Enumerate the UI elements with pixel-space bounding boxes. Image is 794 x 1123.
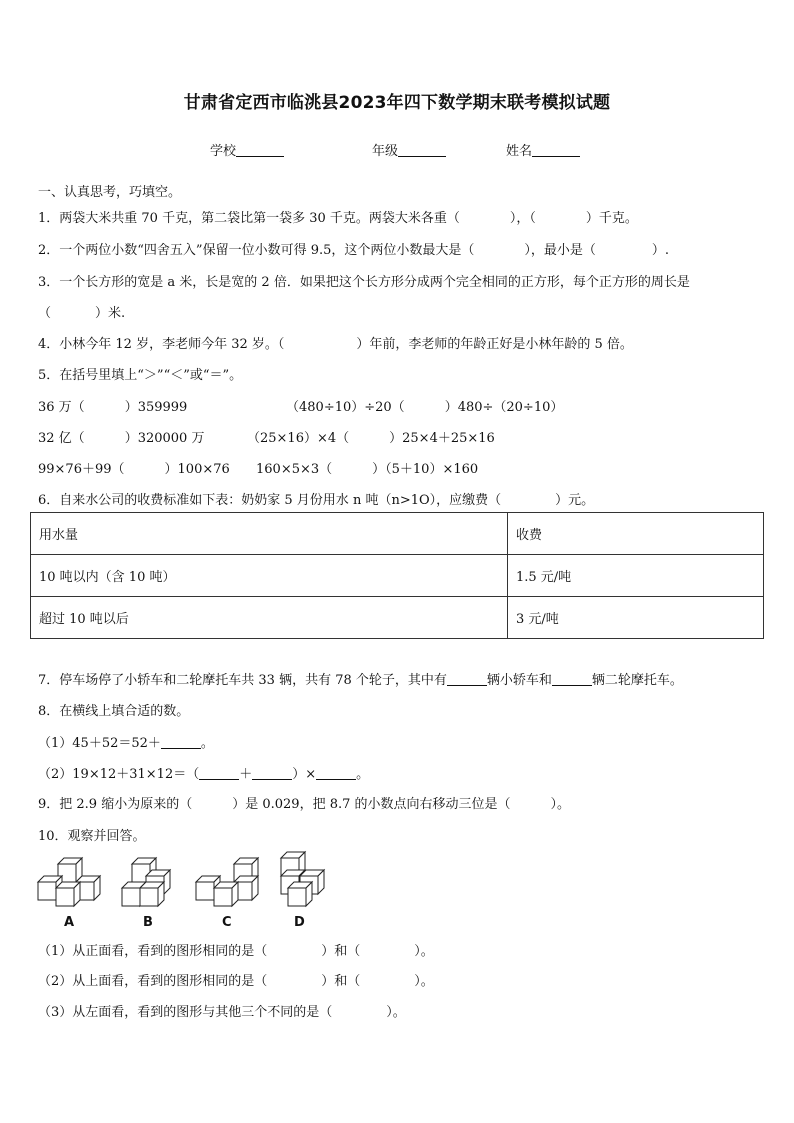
question-5: 5．在括号里填上“＞”“＜”或“＝”。 bbox=[38, 368, 243, 383]
q6-text-b: ）元。 bbox=[555, 493, 595, 508]
q5-r1r-b: ）480÷（20÷10） bbox=[444, 400, 564, 415]
q8-s1-text-b: 。 bbox=[200, 736, 214, 751]
q10-s2-text-c: ）。 bbox=[414, 974, 434, 989]
q3-text-b: ）米. bbox=[95, 306, 126, 321]
q10-sub-1 bbox=[38, 940, 434, 959]
q10-s2-text-b: ）和（ bbox=[321, 974, 361, 989]
q10-s3-text-a: （3）从左面看，看到的图形与其他三个不同的是（ bbox=[38, 1005, 333, 1020]
q4-text-b: ）年前，李老师的年龄正好是小林年龄的 5 倍。 bbox=[356, 337, 633, 352]
q9-text-b: ）是 0.029，把 8.7 的小数点向右移动三位是（ bbox=[232, 797, 511, 812]
q10-s1-text-a: （1）从正面看，看到的图形相同的是（ bbox=[38, 944, 268, 959]
q5-r3l-b: ）100×76 bbox=[164, 462, 230, 477]
q3-text-a: （ bbox=[38, 306, 52, 321]
figure-label-b: B bbox=[143, 915, 153, 930]
table-cell: 3 元/吨 bbox=[508, 597, 764, 639]
q7-text-a: 7．停车场停了小轿车和二轮摩托车共 33 辆，共有 78 个轮子，其中有 bbox=[38, 673, 447, 688]
q5-r2l-a: 32 亿（ bbox=[38, 431, 85, 446]
q2-text-b: ），最小是（ bbox=[524, 243, 596, 258]
q5-r2r-b: ）25×4＋25×16 bbox=[389, 431, 495, 446]
q5-r1l-b: ）359999 bbox=[124, 400, 188, 415]
q5-r3r-a: 160×5×3（ bbox=[256, 462, 333, 477]
figure-d-cubes bbox=[281, 852, 324, 906]
table-cell: 用水量 bbox=[31, 513, 508, 555]
q7-text-b: 辆小轿车和 bbox=[486, 673, 552, 688]
q1-text-a: 1．两袋大米共重 70 千克，第二袋比第一袋多 30 千克。两袋大米各重（ bbox=[38, 211, 460, 226]
q5-r1r-a: （480÷10）÷20（ bbox=[286, 400, 405, 415]
name-label: 姓名 bbox=[506, 144, 533, 159]
q5-r1l-a: 36 万（ bbox=[38, 400, 85, 415]
table-cell: 1.5 元/吨 bbox=[508, 555, 764, 597]
q1-text-c: ）千克。 bbox=[585, 211, 638, 226]
table-cell: 10 吨以内（含 10 吨） bbox=[31, 555, 508, 597]
q2-text-a: 2．一个两位小数“四舍五入”保留一位小数可得 9.5，这个两位小数最大是（ bbox=[38, 243, 475, 258]
q8-s2-text-a: （2）19×12＋31×12＝（ bbox=[38, 767, 200, 782]
q10-s2-text-a: （2）从上面看，看到的图形相同的是（ bbox=[38, 974, 268, 989]
q8-s2-text-b: ＋ bbox=[239, 767, 253, 782]
figure-b-cubes bbox=[122, 858, 170, 906]
table-cell: 超过 10 吨以后 bbox=[31, 597, 508, 639]
q10-sub-3 bbox=[38, 1001, 406, 1020]
q5-r3r-b: ）（5＋10）×160 bbox=[372, 462, 479, 477]
q10-s1-text-c: ）。 bbox=[414, 944, 434, 959]
q5-r2l-b: ）320000 万 bbox=[124, 431, 205, 446]
figure-label-c: C bbox=[222, 915, 232, 930]
question-3: 3．一个长方形的宽是 a 米，长是宽的 2 倍．如果把这个长方形分成两个完全相同的正方形，每个正方形的周长是 bbox=[38, 275, 690, 290]
q2-text-c: ）. bbox=[651, 243, 670, 258]
q8-s1-text-a: （1）45＋52＝52＋ bbox=[38, 736, 161, 751]
q1-text-b: ），（ bbox=[509, 211, 536, 226]
school-label: 学校 bbox=[210, 144, 237, 159]
q5-r3l-a: 99×76＋99（ bbox=[38, 462, 125, 477]
figure-c-cubes bbox=[196, 858, 258, 906]
figure-label-a: A bbox=[64, 915, 75, 930]
grade-label: 年级 bbox=[372, 144, 399, 159]
q5-r2r-a: （25×16）×4（ bbox=[247, 431, 350, 446]
section-heading: 一、认真思考，巧填空。 bbox=[38, 185, 182, 200]
q9-text-c: ）。 bbox=[550, 797, 571, 812]
question-8: 8．在横线上填合适的数。 bbox=[38, 704, 190, 719]
q6-text-a: 6．自来水公司的收费标准如下表：奶奶家 5 月份用水 n 吨（n>1O），应缴费（ bbox=[38, 493, 502, 508]
page-title: 甘肃省定西市临洮县2023年四下数学期末联考模拟试题 bbox=[183, 93, 611, 113]
q8-s2-text-d: 。 bbox=[356, 767, 370, 782]
q7-text-c: 辆二轮摩托车。 bbox=[591, 673, 683, 688]
question-10: 10．观察并回答。 bbox=[38, 829, 146, 844]
figure-label-d: D bbox=[294, 915, 305, 930]
q4-text-a: 4．小林今年 12 岁，李老师今年 32 岁。（ bbox=[38, 337, 285, 352]
q9-text-a: 9．把 2.9 缩小为原来的（ bbox=[38, 797, 193, 812]
q10-sub-2 bbox=[38, 970, 434, 989]
figure-a-cubes bbox=[38, 858, 100, 906]
q10-s1-text-b: ）和（ bbox=[321, 944, 361, 959]
q10-s3-text-b: ）。 bbox=[386, 1005, 406, 1020]
table-cell: 收费 bbox=[508, 513, 764, 555]
q8-s2-text-c: ）× bbox=[292, 767, 317, 782]
